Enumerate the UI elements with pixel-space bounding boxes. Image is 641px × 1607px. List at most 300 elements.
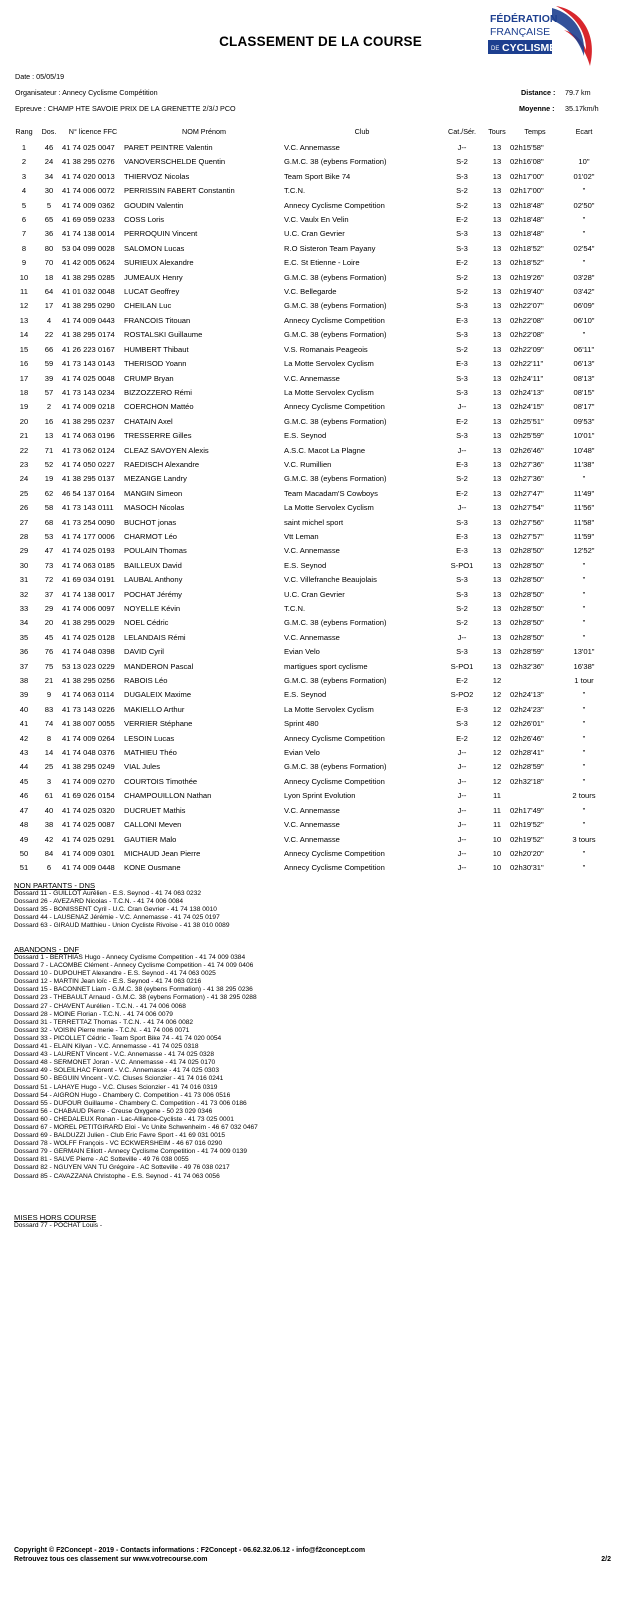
cell-rang: 13 bbox=[19, 315, 29, 325]
cell-dossard: 20 bbox=[44, 618, 54, 628]
cell-nom: JUMEAUX Henry bbox=[124, 272, 183, 282]
cell-licence: 41 38 295 0276 bbox=[62, 157, 115, 167]
cell-club: Annecy Cyclisme Competition bbox=[284, 848, 385, 858]
table-row bbox=[12, 789, 608, 803]
cell-tours: 13 bbox=[492, 416, 502, 426]
cell-licence: 41 38 295 0249 bbox=[62, 762, 115, 772]
cell-temps: 02h20'20" bbox=[510, 848, 544, 858]
cell-cat: S-3 bbox=[456, 719, 468, 729]
cell-ecart: 01'02" bbox=[573, 171, 595, 181]
mhc-title: MISES HORS COURSE bbox=[14, 1213, 97, 1222]
cell-club: A.S.C. Macot La Plagne bbox=[284, 445, 366, 455]
table-row bbox=[12, 631, 608, 645]
cell-nom: PERRISSIN FABERT Constantin bbox=[124, 186, 235, 196]
cell-tours: 13 bbox=[492, 546, 502, 556]
cell-club: T.C.N. bbox=[284, 186, 306, 196]
cell-dossard: 6 bbox=[46, 863, 52, 873]
cell-temps: 02h19'40" bbox=[510, 287, 544, 297]
cell-temps: 02h22'07" bbox=[510, 301, 544, 311]
table-row bbox=[12, 674, 608, 688]
cell-nom: PERROQUIN Vincent bbox=[124, 229, 198, 239]
cell-tours: 13 bbox=[492, 445, 502, 455]
cell-tours: 12 bbox=[492, 719, 502, 729]
cell-cat: S-2 bbox=[456, 186, 468, 196]
cell-tours: 12 bbox=[492, 776, 502, 786]
cell-licence: 41 26 223 0167 bbox=[62, 344, 115, 354]
list-item: Dossard 50 - BEGUIN Vincent - V.C. Cluses Scionzier - 41 74 016 0241 bbox=[14, 1075, 224, 1083]
table-row bbox=[12, 501, 608, 515]
cell-licence: 41 38 295 0174 bbox=[62, 330, 115, 340]
list-item: Dossard 63 - GIRAUD Matthieu - Union Cycliste Rivoise - 41 38 010 0089 bbox=[14, 922, 230, 930]
cell-rang: 18 bbox=[19, 387, 29, 397]
cell-rang: 45 bbox=[19, 776, 29, 786]
table-row bbox=[12, 386, 608, 400]
cell-licence: 41 74 025 0291 bbox=[62, 834, 115, 844]
cell-dossard: 24 bbox=[44, 157, 54, 167]
cell-tours: 13 bbox=[492, 344, 502, 354]
cell-rang: 41 bbox=[19, 719, 29, 729]
cell-rang: 1 bbox=[21, 143, 27, 152]
cell-nom: VANOVERSCHELDE Quentin bbox=[124, 157, 226, 167]
list-item: Dossard 81 - SALVE Pierre - AC Sotteville - 49 76 038 0055 bbox=[14, 1156, 189, 1164]
cell-club: V.C. Annemasse bbox=[284, 805, 340, 815]
cell-rang: 42 bbox=[19, 733, 29, 743]
cell-temps: 02h27'36" bbox=[510, 459, 544, 469]
cell-dossard: 9 bbox=[46, 690, 52, 700]
cell-ecart: " bbox=[582, 776, 586, 786]
cell-club: Annecy Cyclisme Competition bbox=[284, 402, 385, 412]
cell-cat: E-3 bbox=[456, 459, 468, 469]
cell-temps: 02h30'31" bbox=[510, 863, 544, 873]
cell-ecart: 2 tours bbox=[572, 791, 596, 801]
dnf-section bbox=[14, 945, 258, 1181]
cell-club: V.C. Annemasse bbox=[284, 632, 340, 642]
cell-ecart: " bbox=[582, 560, 586, 570]
cell-rang: 16 bbox=[19, 359, 29, 369]
cell-club: V.C. Annemasse bbox=[284, 373, 340, 383]
list-item: Dossard 51 - LAHAYE Hugo - V.C. Cluses Scionzier - 41 74 016 0319 bbox=[14, 1083, 218, 1091]
cell-temps: 02h28'50" bbox=[510, 546, 544, 556]
cell-rang: 29 bbox=[19, 546, 29, 556]
list-item: Dossard 69 - BALDUZZI Julien - Club Eric Favre Sport - 41 69 031 0015 bbox=[14, 1132, 226, 1140]
list-item: Dossard 82 - NGUYEN VAN TU Grégoire - AC Sotteville - 49 76 038 0217 bbox=[14, 1164, 230, 1172]
cell-temps: 02h15'58" bbox=[510, 143, 544, 152]
cell-rang: 2 bbox=[21, 157, 27, 167]
list-item: Dossard 35 - BONISSENT Cyril - U.C. Cran Gevrier - 41 74 138 0010 bbox=[14, 906, 217, 914]
list-item: Dossard 55 - DUFOUR Guillaume - Chambery C. Competition - 41 73 006 0186 bbox=[14, 1099, 247, 1107]
cell-rang: 24 bbox=[19, 474, 29, 484]
cell-nom: POULAIN Thomas bbox=[124, 546, 187, 556]
cell-ecart: 11'56" bbox=[573, 503, 595, 513]
cell-nom: MAKIELLO Arthur bbox=[124, 704, 185, 714]
cell-dossard: 45 bbox=[44, 632, 54, 642]
cell-temps: 02h22'08" bbox=[510, 330, 544, 340]
results-table bbox=[12, 127, 608, 876]
cell-club: E.C. St Etienne - Loire bbox=[284, 258, 360, 268]
cell-club: G.M.C. 38 (eybens Formation) bbox=[284, 618, 387, 628]
cell-club: Sprint 480 bbox=[284, 719, 319, 729]
list-item: Dossard 78 - WOLFF François - VC ECKWERSHEIM - 46 67 016 0290 bbox=[14, 1140, 223, 1148]
table-row bbox=[12, 429, 608, 443]
cell-rang: 35 bbox=[19, 632, 29, 642]
table-row bbox=[12, 357, 608, 371]
cell-ecart: 09'53" bbox=[573, 416, 595, 426]
cell-nom: MATHIEU Théo bbox=[124, 748, 177, 758]
cell-club: V.C. Vaulx En Velin bbox=[284, 215, 349, 225]
cell-ecart: 03'42" bbox=[573, 287, 595, 297]
cell-club: Annecy Cyclisme Competition bbox=[284, 200, 385, 210]
cell-club: E.S. Seynod bbox=[284, 431, 327, 441]
footer bbox=[14, 1547, 365, 1564]
table-row bbox=[12, 760, 608, 774]
footer-copyright: Copyright © F2Concept - 2019 - Contacts informations : F2Concept - 06.62.32.06.12 - info@f2concept.com bbox=[14, 1547, 366, 1554]
cell-licence: 41 74 009 0443 bbox=[62, 315, 115, 325]
cell-nom: SALOMON Lucas bbox=[124, 243, 185, 253]
cell-cat: S-2 bbox=[456, 287, 468, 297]
footer-website: Retrouvez tous ces classement sur www.votrecourse.com bbox=[14, 1555, 208, 1563]
cell-licence: 41 74 048 0398 bbox=[62, 647, 115, 657]
distance-value: 79.7 km bbox=[565, 88, 591, 97]
cell-cat: J-- bbox=[457, 632, 467, 642]
cell-ecart: " bbox=[582, 186, 586, 196]
cell-licence: 41 74 025 0047 bbox=[62, 143, 115, 152]
cell-dossard: 36 bbox=[44, 229, 54, 239]
cell-dossard: 34 bbox=[44, 171, 54, 181]
organizer: Organisateur : Annecy Cyclisme Compétition bbox=[15, 88, 158, 97]
cell-temps: 02h28'50" bbox=[510, 618, 544, 628]
cell-club: Team Sport Bike 74 bbox=[284, 171, 351, 181]
cell-ecart: 12'52" bbox=[573, 546, 595, 556]
cell-temps: 02h19'52" bbox=[510, 834, 544, 844]
cell-licence: 41 73 143 0226 bbox=[62, 704, 115, 714]
cell-ecart: " bbox=[582, 258, 586, 268]
cell-tours: 13 bbox=[492, 531, 502, 541]
cell-licence: 41 38 295 0285 bbox=[62, 272, 115, 282]
cell-ecart: " bbox=[582, 848, 586, 858]
cell-temps: 02h24'11" bbox=[510, 373, 544, 383]
cell-ecart: 10" bbox=[578, 157, 590, 167]
cell-tours: 13 bbox=[492, 459, 502, 469]
cell-club: La Motte Servolex Cyclism bbox=[284, 704, 374, 714]
table-row bbox=[12, 472, 608, 486]
cell-tours: 13 bbox=[492, 618, 502, 628]
cell-club: G.M.C. 38 (eybens Formation) bbox=[284, 474, 387, 484]
cell-tours: 12 bbox=[492, 690, 502, 700]
ffc-logo bbox=[486, 4, 598, 74]
cell-licence: 41 74 025 0128 bbox=[62, 632, 115, 642]
cell-tours: 13 bbox=[492, 186, 502, 196]
table-row bbox=[12, 818, 608, 832]
cell-temps: 02h17'49" bbox=[510, 805, 544, 815]
cell-licence: 41 74 025 0048 bbox=[62, 373, 115, 383]
cell-cat: E-2 bbox=[456, 488, 468, 498]
cell-ecart: 06'11" bbox=[573, 344, 595, 354]
cell-tours: 13 bbox=[492, 243, 502, 253]
cell-licence: 53 04 099 0028 bbox=[62, 243, 115, 253]
cell-licence: 41 74 050 0227 bbox=[62, 459, 115, 469]
cell-cat: J-- bbox=[457, 143, 467, 152]
cell-ecart: 11'49" bbox=[573, 488, 595, 498]
cell-licence: 41 73 143 0111 bbox=[62, 503, 114, 513]
cell-cat: E-3 bbox=[456, 531, 468, 541]
cell-temps: 02h28'59" bbox=[510, 647, 544, 657]
cell-temps: 02h16'08" bbox=[510, 157, 544, 167]
cell-cat: J-- bbox=[457, 748, 467, 758]
table-row bbox=[12, 170, 608, 184]
list-item: Dossard 11 - GUILLOT Aurélien - E.S. Seynod - 41 74 063 0232 bbox=[14, 890, 202, 897]
cell-nom: MANGIN Simeon bbox=[124, 488, 183, 498]
distance-label: Distance : bbox=[521, 88, 556, 97]
cell-dossard: 58 bbox=[44, 503, 54, 513]
cell-cat: J-- bbox=[457, 863, 467, 873]
cell-cat: J-- bbox=[457, 503, 467, 513]
cell-cat: S-3 bbox=[456, 229, 468, 239]
cell-nom: DUGALEIX Maxime bbox=[124, 690, 192, 700]
cell-cat: S-PO2 bbox=[450, 690, 474, 700]
cell-tours: 13 bbox=[492, 315, 502, 325]
cell-cat: S-2 bbox=[456, 200, 468, 210]
cell-temps: 02h22'09" bbox=[510, 344, 544, 354]
cell-dossard: 37 bbox=[44, 589, 54, 599]
list-item: Dossard 32 - VOISIN Pierre merie - T.C.N. - 41 74 006 0071 bbox=[14, 1026, 190, 1034]
cell-club: V.C. Annemasse bbox=[284, 834, 340, 844]
list-item: Dossard 10 - DUPOUHET Alexandre - E.S. Seynod - 41 74 063 0025 bbox=[14, 970, 216, 978]
table-row bbox=[12, 703, 608, 717]
cell-ecart: 13'01" bbox=[573, 647, 595, 657]
cell-licence: 41 74 177 0006 bbox=[62, 531, 115, 541]
table-row bbox=[12, 400, 608, 414]
cell-cat: E-3 bbox=[456, 546, 468, 556]
table-row bbox=[12, 530, 608, 544]
cell-ecart: " bbox=[582, 589, 586, 599]
cell-club: V.C. Bellegarde bbox=[284, 287, 337, 297]
table-row bbox=[12, 645, 608, 659]
cell-club: Evian Velo bbox=[284, 647, 320, 657]
cell-club: E.S. Seynod bbox=[284, 560, 327, 570]
cell-dossard: 30 bbox=[44, 186, 54, 196]
cell-cat: S-2 bbox=[456, 618, 468, 628]
page-number: 2/2 bbox=[601, 1556, 611, 1563]
cell-club: Annecy Cyclisme Competition bbox=[284, 863, 385, 873]
cell-licence: 41 38 295 0029 bbox=[62, 618, 115, 628]
table-row bbox=[12, 213, 608, 227]
cell-club: V.C. Villefranche Beaujolais bbox=[284, 575, 377, 585]
cell-dossard: 71 bbox=[44, 445, 54, 455]
cell-nom: CALLONI Meven bbox=[124, 820, 182, 830]
cell-tours: 13 bbox=[492, 301, 502, 311]
cell-ecart: " bbox=[582, 704, 586, 714]
cell-ecart: " bbox=[582, 690, 586, 700]
cell-dossard: 40 bbox=[44, 805, 54, 815]
cell-licence: 41 74 063 0114 bbox=[62, 690, 115, 700]
cell-licence: 46 54 137 0164 bbox=[62, 488, 115, 498]
cell-temps: 02h19'26" bbox=[510, 272, 544, 282]
cell-tours: 13 bbox=[492, 258, 502, 268]
cell-rang: 33 bbox=[19, 604, 29, 613]
cell-tours: 10 bbox=[492, 848, 502, 858]
cell-ecart: " bbox=[582, 215, 586, 225]
cell-cat: J-- bbox=[457, 834, 467, 844]
cell-temps: 02h27'36" bbox=[510, 474, 544, 484]
table-row bbox=[12, 271, 608, 285]
cell-cat: E-2 bbox=[456, 416, 468, 426]
cell-temps: 02h27'56" bbox=[510, 517, 544, 527]
cell-club: U.C. Cran Gevrier bbox=[284, 589, 345, 599]
cell-nom: BIZZOZZERO Rémi bbox=[124, 387, 192, 397]
cell-cat: S-PO1 bbox=[450, 661, 474, 671]
cell-ecart: " bbox=[582, 820, 586, 830]
list-item: Dossard 79 - GERMAIN Elliott - Annecy Cyclisme Competition - 41 74 009 0139 bbox=[14, 1148, 248, 1156]
cell-ecart: 02'54" bbox=[573, 243, 595, 253]
cell-temps: 02h24'15" bbox=[510, 402, 544, 412]
cell-temps: 02h19'52" bbox=[510, 820, 544, 830]
cell-dossard: 39 bbox=[44, 373, 54, 383]
cell-dossard: 83 bbox=[44, 704, 54, 714]
cell-nom: GOUDIN Valentin bbox=[124, 200, 184, 210]
cell-club: Team Macadam'S Cowboys bbox=[284, 488, 378, 498]
cell-nom: POCHAT Jérémy bbox=[124, 589, 182, 599]
mhc-section bbox=[14, 1213, 102, 1230]
cell-temps: 02h22'08" bbox=[510, 315, 544, 325]
cell-dossard: 5 bbox=[46, 200, 52, 210]
cell-temps: 02h26'46" bbox=[510, 733, 544, 743]
cell-ecart: 08'17" bbox=[573, 402, 595, 412]
list-item: Dossard 28 - MOINE Florian - T.C.N. - 41 74 006 0079 bbox=[14, 1010, 173, 1018]
cell-cat: E-2 bbox=[456, 215, 468, 225]
cell-tours: 13 bbox=[492, 431, 502, 441]
cell-cat: S-3 bbox=[456, 330, 468, 340]
cell-club: saint michel sport bbox=[284, 517, 344, 527]
cell-cat: S-2 bbox=[456, 344, 468, 354]
cell-temps: 02h28'50" bbox=[510, 632, 544, 642]
cell-tours: 13 bbox=[492, 661, 502, 671]
cell-club: G.M.C. 38 (eybens Formation) bbox=[284, 272, 387, 282]
col-rang: Rang bbox=[15, 127, 33, 136]
cell-temps: 02h28'50" bbox=[510, 560, 544, 570]
cell-licence: 41 69 026 0154 bbox=[62, 791, 115, 801]
cell-dossard: 61 bbox=[44, 791, 54, 801]
cell-club: La Motte Servolex Cyclism bbox=[284, 359, 374, 369]
cell-club: G.M.C. 38 (eybens Formation) bbox=[284, 301, 387, 311]
cell-club: G.M.C. 38 (eybens Formation) bbox=[284, 157, 387, 167]
cell-cat: E-2 bbox=[456, 258, 468, 268]
dns-section bbox=[14, 881, 230, 930]
cell-temps: 02h17'00" bbox=[510, 171, 544, 181]
cell-nom: RABOIS Léo bbox=[124, 676, 168, 686]
cell-nom: CHATAIN Axel bbox=[124, 416, 173, 426]
cell-ecart: " bbox=[582, 733, 586, 743]
cell-licence: 53 13 023 0229 bbox=[62, 661, 115, 671]
cell-rang: 27 bbox=[19, 517, 29, 527]
cell-cat: J-- bbox=[457, 791, 467, 801]
table-row bbox=[12, 256, 608, 270]
cell-tours: 13 bbox=[492, 387, 502, 397]
cell-licence: 41 42 005 0624 bbox=[62, 258, 115, 268]
cell-ecart: 02'50" bbox=[573, 200, 595, 210]
cell-tours: 13 bbox=[492, 488, 502, 498]
cell-tours: 13 bbox=[492, 215, 502, 225]
cell-licence: 41 74 006 0072 bbox=[62, 186, 115, 196]
cell-cat: E-3 bbox=[456, 315, 468, 325]
cell-nom: LESOIN Lucas bbox=[124, 733, 175, 743]
cell-ecart: " bbox=[582, 575, 586, 585]
cell-tours: 10 bbox=[492, 834, 502, 844]
table-row bbox=[12, 444, 608, 458]
cell-licence: 41 69 059 0233 bbox=[62, 215, 115, 225]
cell-club: Annecy Cyclisme Competition bbox=[284, 733, 385, 743]
cell-nom: NOEL Cédric bbox=[124, 618, 169, 628]
cell-ecart: 11'58" bbox=[573, 517, 595, 527]
cell-nom: TRESSERRE Gilles bbox=[124, 431, 192, 441]
cell-club: Annecy Cyclisme Competition bbox=[284, 776, 385, 786]
col-cat: Cat./Sér. bbox=[448, 127, 476, 136]
cell-temps: 02h27'54" bbox=[510, 503, 544, 513]
dns-title: NON PARTANTS - DNS bbox=[14, 881, 96, 890]
table-row bbox=[12, 199, 608, 213]
cell-ecart: 08'13" bbox=[573, 373, 595, 383]
cell-cat: S-2 bbox=[456, 157, 468, 167]
cell-dossard: 74 bbox=[44, 719, 54, 729]
cell-club: T.C.N. bbox=[284, 604, 306, 613]
cell-nom: HUMBERT Thibaut bbox=[124, 344, 189, 354]
cell-ecart: 08'15" bbox=[573, 387, 595, 397]
cell-tours: 13 bbox=[492, 229, 502, 239]
list-item: Dossard 60 - CHEDALEUX Ronan - Lac-Alliance-Cycliste - 41 73 025 0001 bbox=[14, 1115, 234, 1123]
col-ecart: Ecart bbox=[575, 127, 593, 136]
cell-nom: ROSTALSKI Guillaume bbox=[124, 330, 203, 340]
cell-licence: 41 38 007 0055 bbox=[62, 719, 115, 729]
cell-rang: 36 bbox=[19, 647, 29, 657]
col-nom: NOM Prénom bbox=[182, 127, 226, 136]
cell-club: La Motte Servolex Cyclism bbox=[284, 503, 374, 513]
cell-tours: 13 bbox=[492, 575, 502, 585]
cell-temps: 02h18'52" bbox=[510, 258, 544, 268]
cell-licence: 41 74 048 0376 bbox=[62, 748, 115, 758]
cell-licence: 41 74 063 0185 bbox=[62, 560, 115, 570]
cell-cat: J-- bbox=[457, 805, 467, 815]
cell-temps: 02h28'59" bbox=[510, 762, 544, 772]
dnf-title: ABANDONS - DNF bbox=[14, 945, 79, 954]
table-row bbox=[12, 458, 608, 472]
cell-dossard: 57 bbox=[44, 387, 54, 397]
table-row bbox=[12, 688, 608, 702]
cell-tours: 13 bbox=[492, 171, 502, 181]
cell-club: V.C. Annemasse bbox=[284, 143, 340, 152]
cell-ecart: 06'13" bbox=[573, 359, 595, 369]
table-row bbox=[12, 155, 608, 169]
cell-cat: J-- bbox=[457, 445, 467, 455]
cell-ecart bbox=[560, 141, 608, 155]
table-row bbox=[12, 588, 608, 602]
col-club: Club bbox=[354, 127, 370, 136]
list-item: Dossard 15 - BACONNET Liam - G.M.C. 38 (eybens Formation) - 41 38 295 0236 bbox=[14, 986, 253, 994]
cell-temps: 02h18'48" bbox=[510, 229, 544, 239]
col-licence: N° licence FFC bbox=[68, 127, 118, 136]
cell-dossard: 68 bbox=[44, 517, 54, 527]
cell-dossard: 22 bbox=[44, 330, 54, 340]
table-row bbox=[12, 227, 608, 241]
table-row bbox=[12, 804, 608, 818]
table-row bbox=[12, 516, 608, 530]
list-item: Dossard 12 - MARTIN Jean loïc - E.S. Seynod - 41 74 063 0216 bbox=[14, 978, 202, 986]
cell-temps bbox=[510, 789, 560, 803]
cell-club: G.M.C. 38 (eybens Formation) bbox=[284, 676, 387, 686]
cell-ecart: " bbox=[582, 229, 586, 239]
cell-dossard: 8 bbox=[46, 733, 52, 743]
cell-dossard: 75 bbox=[44, 661, 54, 671]
logo-line1: FÉDÉRATION bbox=[490, 13, 558, 25]
cell-club: V.C. Rumillien bbox=[284, 459, 332, 469]
